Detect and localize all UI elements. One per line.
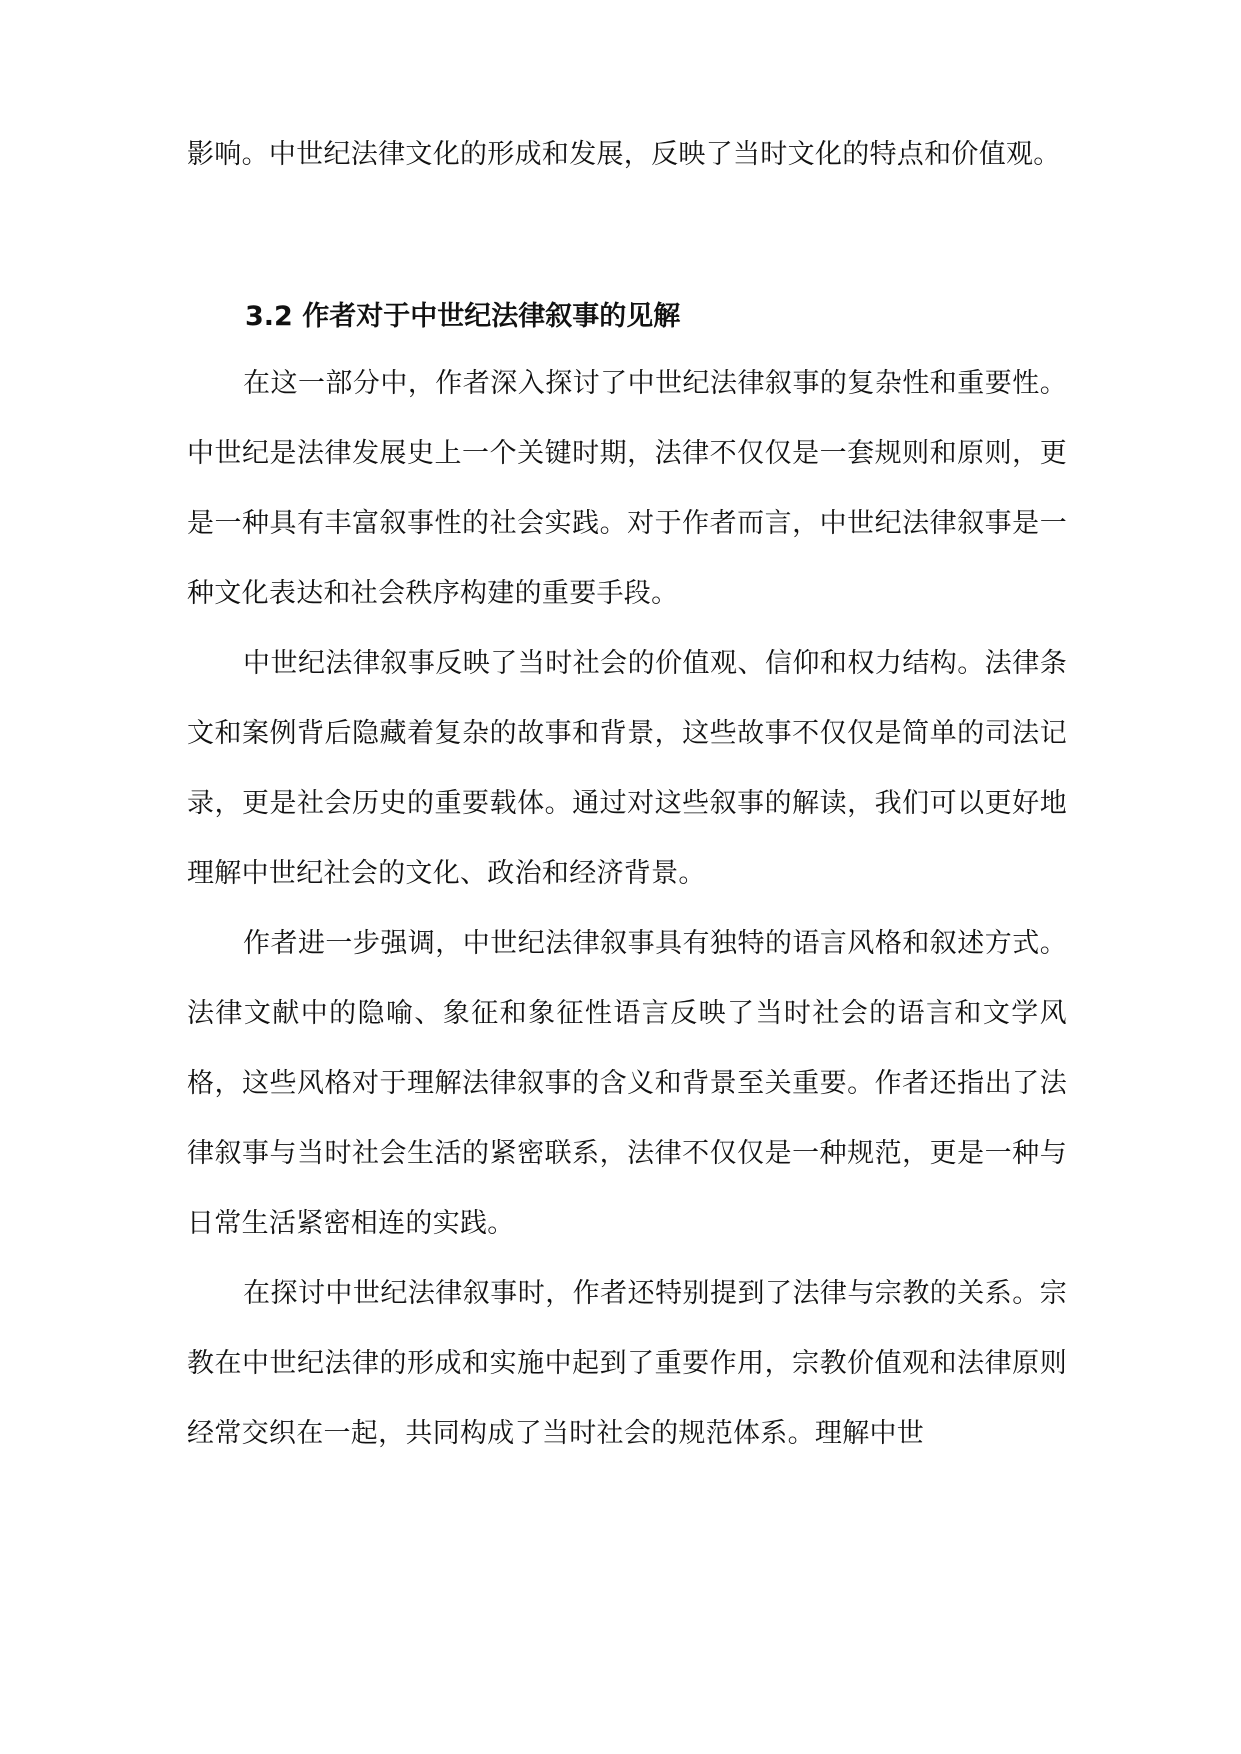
continuation-block	[187, 120, 1067, 190]
paragraph-1: 在这一部分中，作者深入探讨了中世纪法律叙事的复杂性和重要性。中世纪是法律发展史上一个关键时期，法律不仅仅是一套规则和原则，更是一种具有丰富叙事性的社会实践。对于作者而言，中世纪法律叙事是一种文化表达和社会秩序构建的重要手段。	[187, 368, 1067, 609]
section-heading: 3.2 作者对于中世纪法律叙事的见解	[245, 301, 681, 332]
continuation-paragraph: 影响。中世纪法律文化的形成和发展，反映了当时文化的特点和价值观。	[187, 139, 1061, 170]
paragraph-2: 中世纪法律叙事反映了当时社会的价值观、信仰和权力结构。法律条文和案例背后隐藏着复杂的故事和背景，这些故事不仅仅是简单的司法记录，更是社会历史的重要载体。通过对这些叙事的解读，我们可以更好地理解中世纪社会的文化、政治和经济背景。	[187, 648, 1067, 889]
paragraph-3: 作者进一步强调，中世纪法律叙事具有独特的语言风格和叙述方式。法律文献中的隐喻、象征和象征性语言反映了当时社会的语言和文学风格，这些风格对于理解法律叙事的含义和背景至关重要。作者还指出了法律叙事与当时社会生活的紧密联系，法律不仅仅是一种规范，更是一种与日常生活紧密相连的实践。	[187, 928, 1067, 1239]
paragraph-4: 在探讨中世纪法律叙事时，作者还特别提到了法律与宗教的关系。宗教在中世纪法律的形成和实施中起到了重要作用，宗教价值观和法律原则经常交织在一起，共同构成了当时社会的规范体系。理解中世	[187, 1278, 1067, 1449]
body-text	[187, 349, 1067, 1469]
